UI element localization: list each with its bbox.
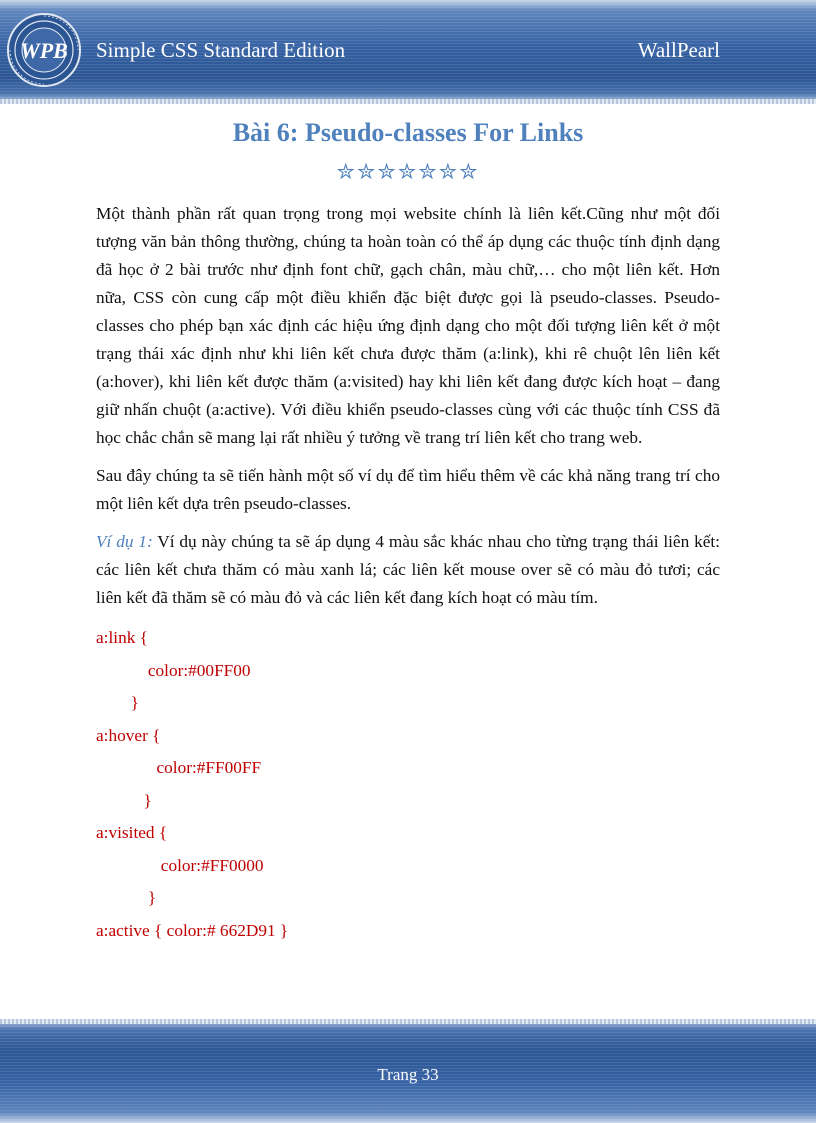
intro-paragraph: Một thành phần rất quan trọng trong mọi website chính là liên kết.Cũng như một đối tượng văn bản thông thường, chúng ta hoàn toàn có thể áp dụng các thuộc tính định dạng đã học ở 2 bài trước như định font chữ, gạch chân, màu chữ,… cho một liên kết. Hơn nữa, CSS còn cung cấp một điều khiển đặc biệt được gọi là pseudo-classes. Pseudo-classes cho phép bạn xác định các hiệu ứng định dạng cho một đối tượng liên kết ở một trạng thái xác định như khi liên kết chưa được thăm (a:link), khi rê chuột lên liên kết (a:hover), khi liên kết được thăm (a:visited) hay khi liên kết đang được kích hoạt – đang giữ nhấn chuột (a:active). Với điều khiển pseudo-classes cùng với các thuộc tính CSS đã học chắc chắn sẽ mang lại rất nhiều ý tưởng về trang trí liên kết cho trang web. — [96, 204, 720, 447]
wpb-logo-icon — [6, 12, 82, 88]
css-code-block — [96, 622, 720, 947]
logo-text: WPB — [20, 38, 68, 63]
code-line: color:#FF0000 — [96, 855, 264, 875]
code-line: a:link { — [96, 628, 148, 647]
code-line: color:#FF00FF — [96, 758, 262, 777]
second-paragraph: Sau đây chúng ta sẽ tiến hành một số ví dụ để tìm hiểu thêm về các khả năng trang trí cho một liên kết dựa trên pseudo-classes. — [96, 466, 720, 513]
code-line: a:active { color:# 662D91 } — [96, 920, 289, 940]
code-line: a:visited { — [96, 823, 168, 842]
publisher-brand: WallPearl — [637, 38, 720, 62]
example-text: Ví dụ này chúng ta sẽ áp dụng 4 màu sắc khác nhau cho từng trạng thái liên kết: các liên kết chưa thăm có màu xanh lá; các liên kết mouse over sẽ có màu đỏ tươi; các liên kết đã thăm sẽ có màu đỏ và các liên kết đang kích hoạt có màu tím. — [96, 532, 720, 607]
code-line: a:hover { — [96, 725, 161, 745]
code-line: color:#00FF00 — [96, 660, 251, 680]
example-label: Ví dụ 1: — [96, 532, 153, 551]
page-footer — [0, 1019, 816, 1123]
lesson-title: Bài 6: Pseudo-classes For Links — [232, 118, 584, 147]
example-paragraph — [96, 528, 720, 612]
page-header — [0, 0, 816, 104]
stars-divider-icon: ✮✮✮✮✮✮✮ — [336, 159, 480, 184]
book-title: Simple CSS Standard Edition — [96, 38, 346, 62]
code-line: } — [96, 693, 139, 712]
page-number: Trang 33 — [377, 1065, 439, 1084]
page-content — [96, 112, 720, 947]
code-line: } — [96, 888, 157, 907]
code-line: } — [96, 790, 152, 810]
